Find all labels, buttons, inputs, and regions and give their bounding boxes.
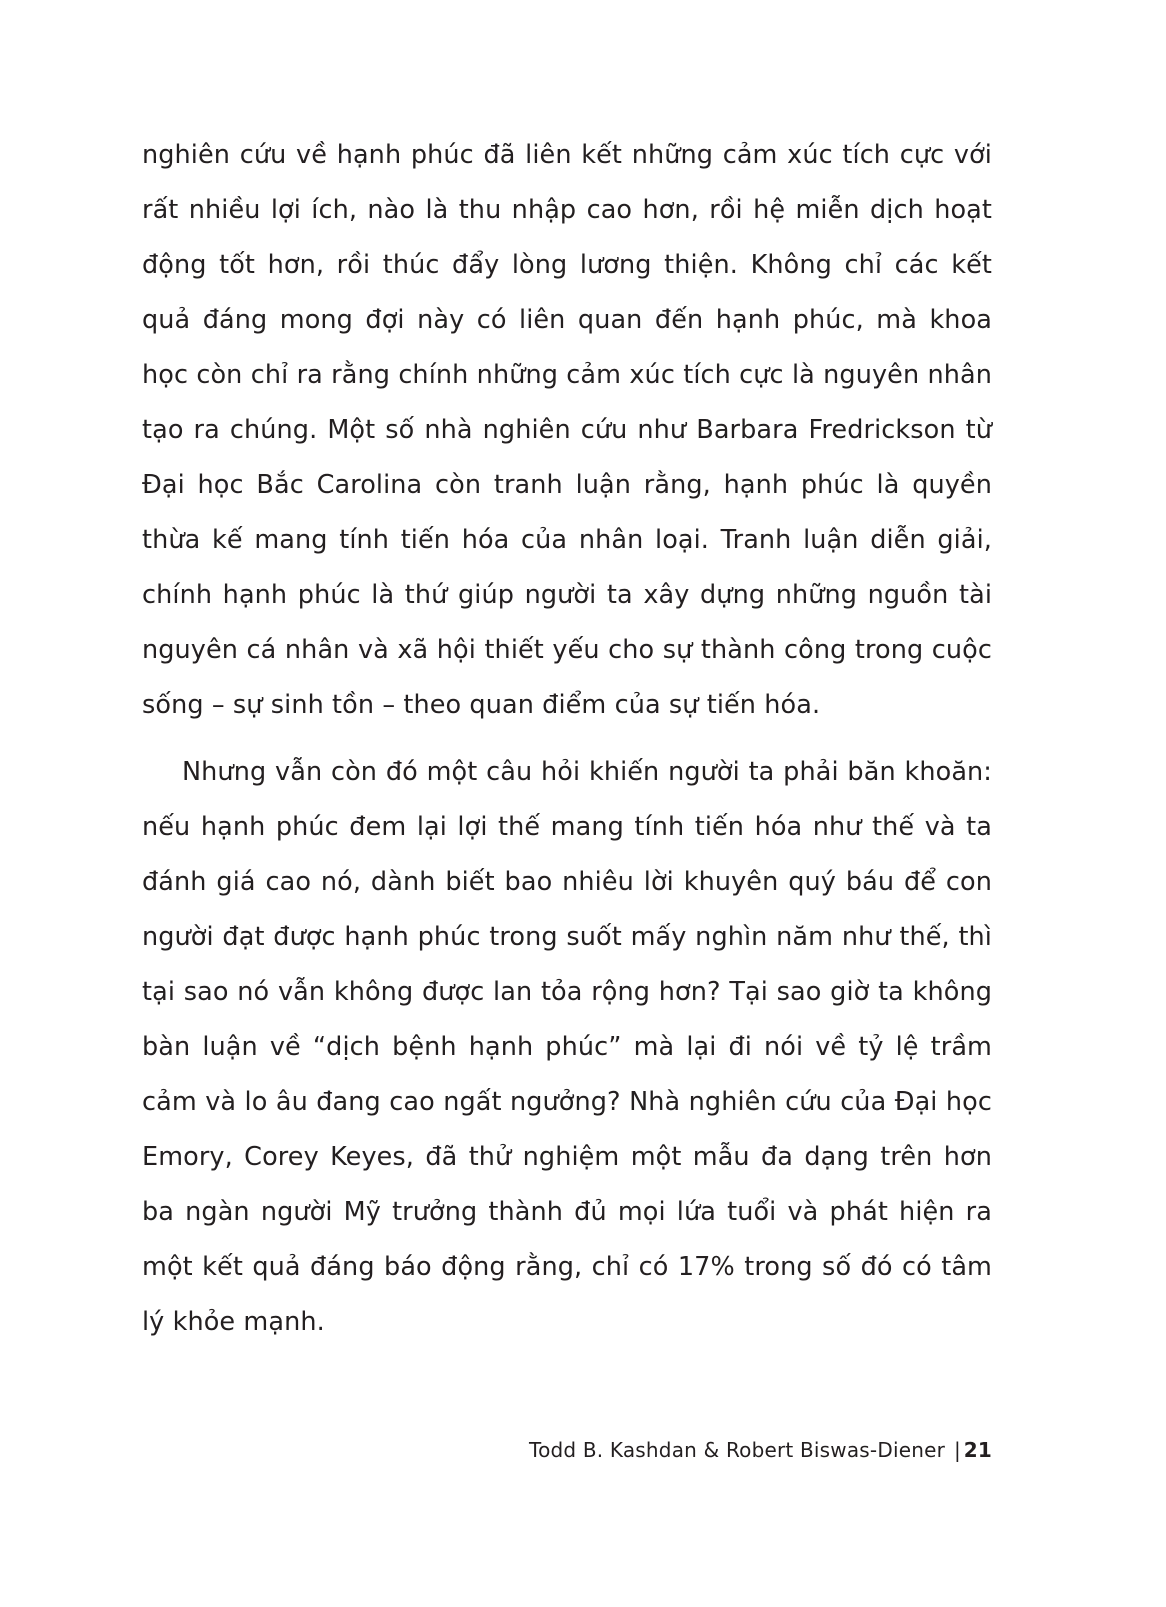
page-body	[142, 128, 992, 1350]
page-footer	[142, 1438, 992, 1462]
paragraph-2: Nhưng vẫn còn đó một câu hỏi khiến người ta phải băn khoăn: nếu hạnh phúc đem lại lợi thế mang tính tiến hóa như thế và ta đánh giá cao nó, dành biết bao nhiêu lời khuyên quý báu để con người đạt được hạnh phúc trong suốt mấy nghìn năm như thế, thì tại sao nó vẫn không được lan tỏa rộng hơn? Tại sao giờ ta không bàn luận về “dịch bệnh hạnh phúc” mà lại đi nói về tỷ lệ trầm cảm và lo âu đang cao ngất ngưởng? Nhà nghiên cứu của Đại học Emory, Corey Keyes, đã thử nghiệm một mẫu đa dạng trên hơn ba ngàn người Mỹ trưởng thành đủ mọi lứa tuổi và phát hiện ra một kết quả đáng báo động rằng, chỉ có 17% trong số đó có tâm lý khỏe mạnh.	[142, 757, 992, 1337]
footer-separator: |	[954, 1438, 961, 1462]
page-number: 21	[963, 1438, 992, 1462]
paragraph-1: nghiên cứu về hạnh phúc đã liên kết những cảm xúc tích cực với rất nhiều lợi ích, nào là thu nhập cao hơn, rồi hệ miễn dịch hoạt động tốt hơn, rồi thúc đẩy lòng lương thiện. Không chỉ các kết quả đáng mong đợi này có liên quan đến hạnh phúc, mà khoa học còn chỉ ra rằng chính những cảm xúc tích cực là nguyên nhân tạo ra chúng. Một số nhà nghiên cứu như Barbara Fredrickson từ Đại học Bắc Carolina còn tranh luận rằng, hạnh phúc là quyền thừa kế mang tính tiến hóa của nhân loại. Tranh luận diễn giải, chính hạnh phúc là thứ giúp người ta xây dựng những nguồn tài nguyên cá nhân và xã hội thiết yếu cho sự thành công trong cuộc sống – sự sinh tồn – theo quan điểm của sự tiến hóa.	[142, 140, 992, 720]
footer-authors: Todd B. Kashdan & Robert Biswas-Diener	[529, 1438, 946, 1462]
